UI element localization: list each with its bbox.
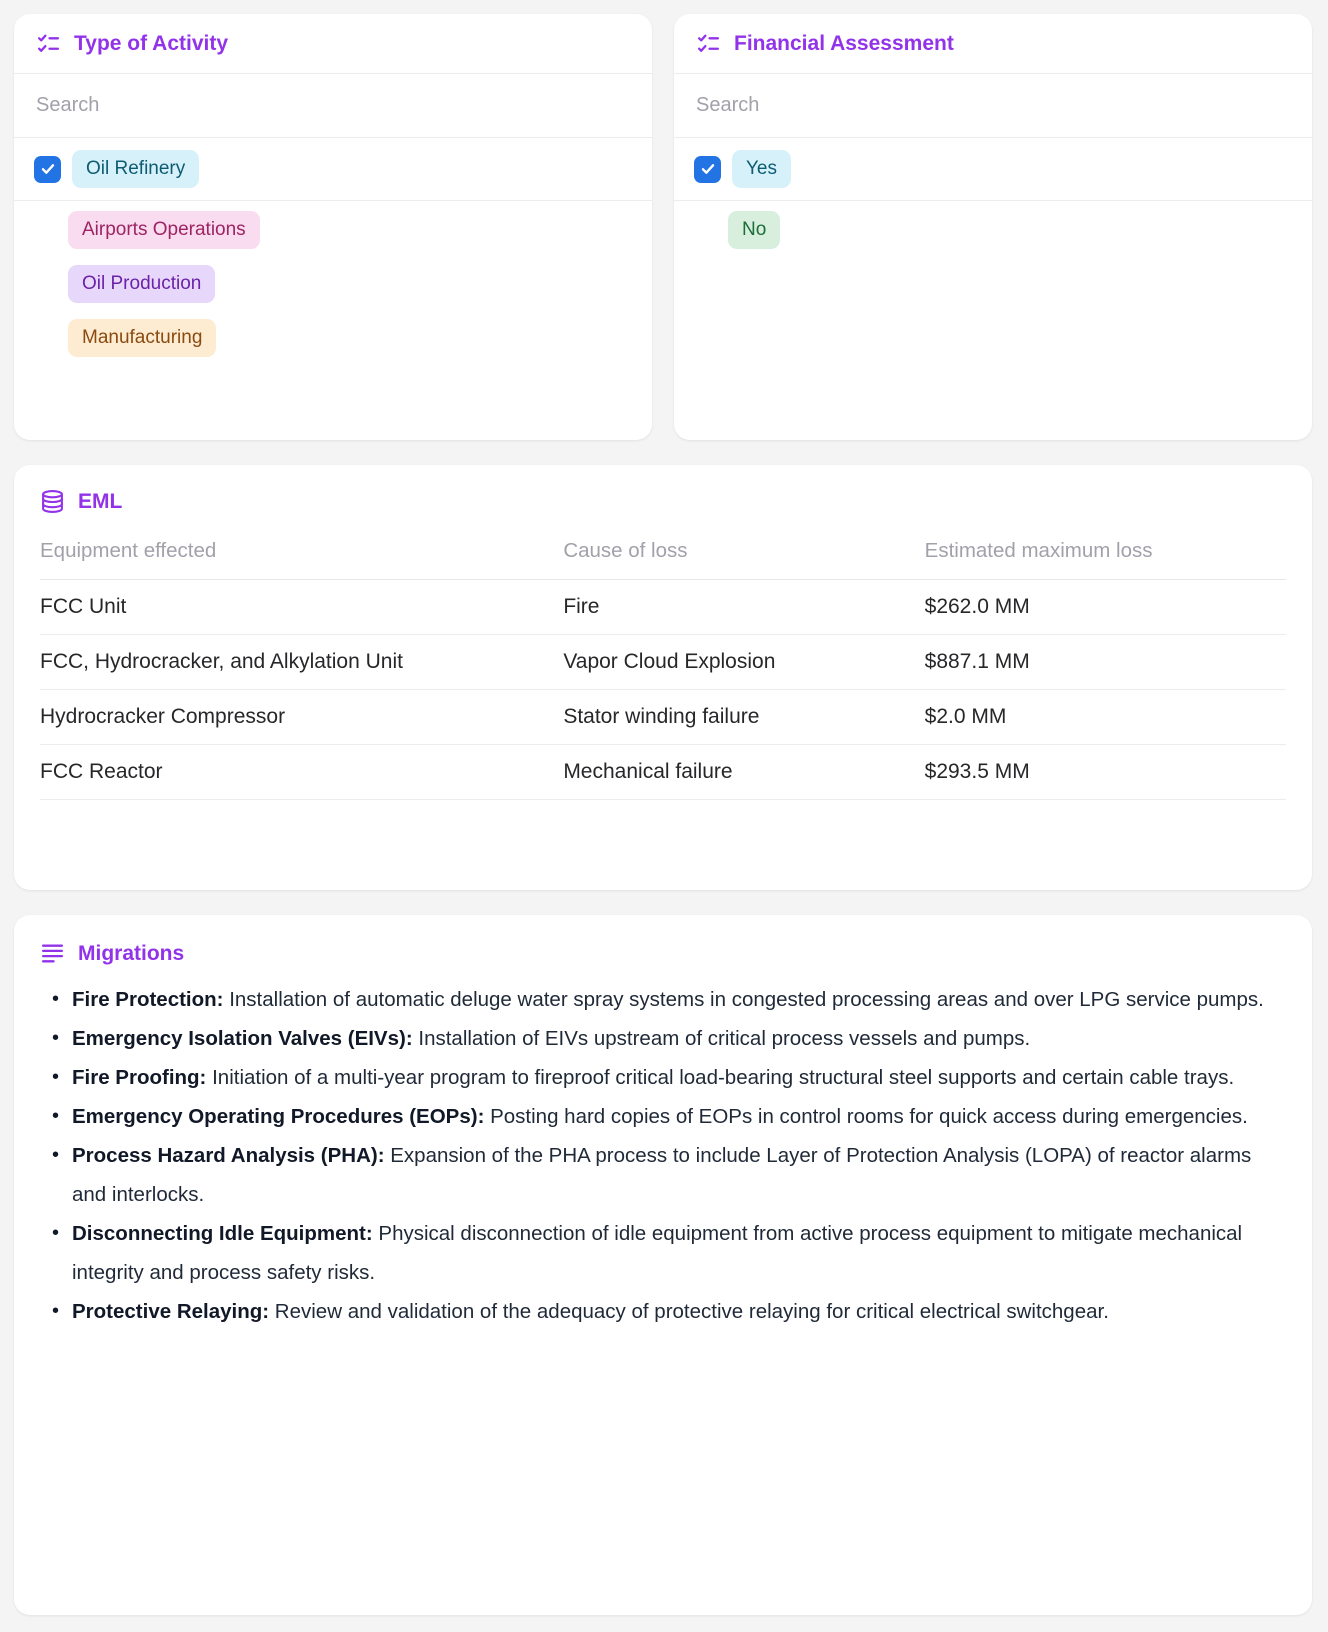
cause-cell: Fire [563, 580, 924, 635]
search-input[interactable] [14, 74, 652, 137]
filter-option-tag[interactable]: Manufacturing [68, 319, 216, 357]
filter-option-tag[interactable]: Yes [732, 150, 791, 188]
eml-table-row [40, 690, 1286, 745]
checkbox-checked[interactable] [34, 156, 61, 183]
equipment-cell: FCC Reactor [40, 745, 563, 800]
financial-assessment-header [674, 14, 1312, 74]
migration-item-text: Physical disconnection of idle equipment from active process equipment to mitigate mechanical integrity and process safety risks. [72, 1222, 1243, 1284]
migration-item-text: Installation of EIVs upstream of critical process vessels and pumps. [418, 1027, 1031, 1050]
migration-item [72, 1097, 1272, 1136]
filter-option-row [14, 203, 652, 257]
migration-item-text: Initiation of a multi-year program to fireproof critical load-bearing structural steel supports and certain cable trays. [212, 1066, 1235, 1089]
checkbox-checked[interactable] [694, 156, 721, 183]
migration-item-lead: Emergency Operating Procedures (EOPs): [72, 1105, 485, 1128]
eml-table [40, 520, 1286, 800]
filter-option-row [674, 138, 1312, 201]
loss-cell: $2.0 MM [925, 690, 1286, 745]
migrations-header [14, 915, 1312, 972]
migration-item-text: Review and validation of the adequacy of protective relaying for critical electrical switchgear. [274, 1300, 1109, 1323]
migrations-list [14, 980, 1312, 1331]
panel-title: Financial Assessment [734, 31, 954, 55]
filter-panels-row [14, 14, 1312, 440]
type-of-activity-header [14, 14, 652, 74]
column-header-equipment: Equipment effected [40, 520, 563, 580]
migration-item-lead: Disconnecting Idle Equipment: [72, 1222, 373, 1245]
filter-option-tag[interactable]: No [728, 211, 780, 249]
migration-item [72, 1214, 1272, 1292]
filter-option-row [14, 138, 652, 201]
migration-item [72, 1058, 1272, 1097]
eml-table-row [40, 745, 1286, 800]
migration-item-text: Expansion of the PHA process to include Layer of Protection Analysis (LOPA) of reactor alarms and interlocks. [72, 1144, 1252, 1206]
filter-option-tag[interactable]: Oil Refinery [72, 150, 199, 188]
migration-item-text: Posting hard copies of EOPs in control rooms for quick access during emergencies. [490, 1105, 1248, 1128]
type-of-activity-panel [14, 14, 652, 440]
loss-cell: $293.5 MM [925, 745, 1286, 800]
filter-option-row [674, 203, 1312, 257]
migration-item-lead: Protective Relaying: [72, 1300, 270, 1323]
migration-item-lead: Fire Protection: [72, 988, 224, 1011]
eml-panel [14, 465, 1312, 890]
panel-title: Type of Activity [74, 31, 229, 55]
loss-cell: $262.0 MM [925, 580, 1286, 635]
eml-header [14, 465, 1312, 520]
migration-item-lead: Fire Proofing: [72, 1066, 207, 1089]
financial-assessment-panel [674, 14, 1312, 440]
search-row [674, 74, 1312, 138]
column-header-cause: Cause of loss [563, 520, 924, 580]
panel-title: EML [78, 489, 123, 513]
search-row [14, 74, 652, 138]
migration-item-lead: Emergency Isolation Valves (EIVs): [72, 1027, 413, 1050]
cause-cell: Mechanical failure [563, 745, 924, 800]
eml-table-row [40, 580, 1286, 635]
filter-option-tag[interactable]: Oil Production [68, 265, 215, 303]
database-icon [40, 489, 65, 514]
migration-item [72, 1292, 1272, 1331]
panel-title: Migrations [78, 941, 185, 965]
check-icon [700, 161, 716, 177]
migration-item [72, 1136, 1272, 1214]
list-checks-icon [36, 31, 61, 56]
type-of-activity-options [14, 138, 652, 365]
text-lines-icon [40, 941, 65, 966]
filter-option-row [14, 311, 652, 365]
equipment-cell: FCC, Hydrocracker, and Alkylation Unit [40, 635, 563, 690]
cause-cell: Vapor Cloud Explosion [563, 635, 924, 690]
equipment-cell: Hydrocracker Compressor [40, 690, 563, 745]
migrations-panel [14, 915, 1312, 1615]
column-header-loss: Estimated maximum loss [925, 520, 1286, 580]
check-icon [40, 161, 56, 177]
cause-cell: Stator winding failure [563, 690, 924, 745]
search-input[interactable] [674, 74, 1312, 137]
eml-table-header-row [40, 520, 1286, 580]
loss-cell: $887.1 MM [925, 635, 1286, 690]
filter-option-tag[interactable]: Airports Operations [68, 211, 260, 249]
financial-assessment-options [674, 138, 1312, 257]
equipment-cell: FCC Unit [40, 580, 563, 635]
migration-item [72, 1019, 1272, 1058]
filter-option-row [14, 257, 652, 311]
migration-item-text: Installation of automatic deluge water spray systems in congested processing areas and over LPG service pumps. [229, 988, 1264, 1011]
list-checks-icon [696, 31, 721, 56]
eml-table-row [40, 635, 1286, 690]
migration-item [72, 980, 1272, 1019]
migration-item-lead: Process Hazard Analysis (PHA): [72, 1144, 385, 1167]
